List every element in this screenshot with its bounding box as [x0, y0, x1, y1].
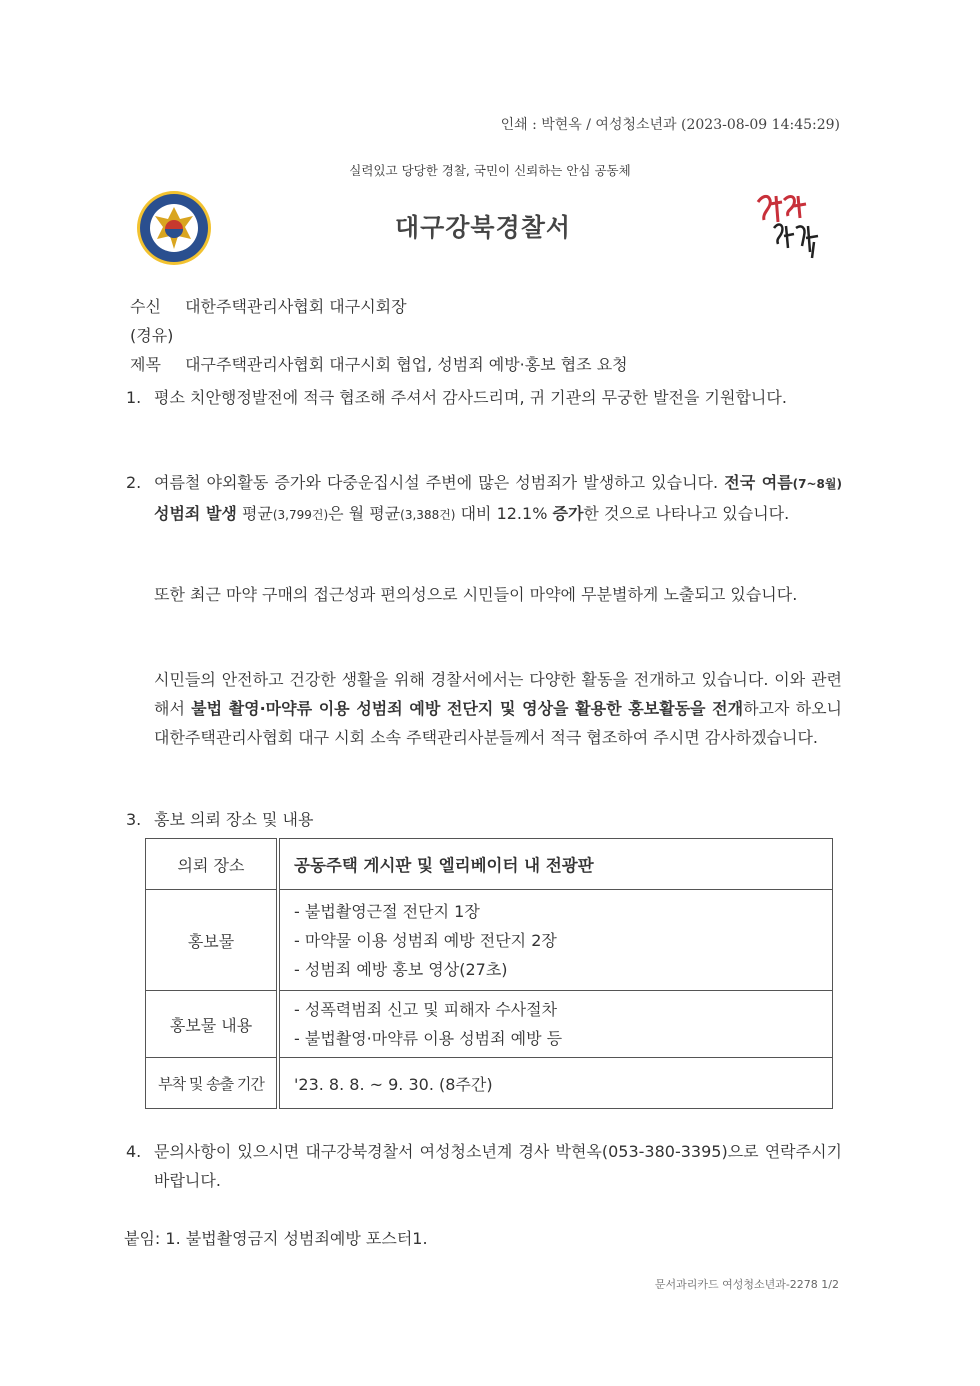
p2-emph-occurrence: 성범죄 발생 — [154, 504, 237, 523]
recipient-line — [130, 294, 407, 317]
agency-title: 대구강북경찰서 — [394, 213, 572, 242]
p2-monthly: 은 월 평균 — [328, 504, 401, 523]
table-value — [278, 890, 833, 991]
table-row — [146, 991, 833, 1058]
list-item: - 불법촬영·마약류 이용 성범죄 예방 등 — [294, 1029, 563, 1048]
recipient-label: 수신 — [130, 297, 161, 316]
paragraph-number: 1. — [126, 388, 142, 407]
table-value — [278, 991, 833, 1058]
document-footer: 문서과리카드 여성청소년과-2278 1/2 — [654, 1278, 839, 1291]
paragraph-text: 평소 치안행정발전에 적극 협조해 주셔서 감사드리며, 귀 기관의 무궁한 발전을 기원합니다. — [154, 388, 787, 407]
p2-third-c: 하고자 하오니 대한주택관리사협회 대구 시회 소속 주택관리사분들께서 적극 협조하여 주시면 감사하겠습니다. — [154, 699, 843, 747]
p2-rate: 대비 12.1% — [455, 504, 553, 523]
list-item: - 성폭력범죄 신고 및 피해자 수사절차 — [294, 1000, 558, 1019]
table-label: 의뢰 장소 — [146, 839, 279, 890]
subject-label: 제목 — [130, 355, 161, 374]
list-item: - 불법촬영근절 전단지 1장 — [294, 901, 480, 921]
list-item: - 성범죄 예방 홍보 영상(27초) — [294, 959, 508, 979]
print-info: 인쇄 : 박현옥 / 여성청소년과 (2023-08-09 14:45:29) — [500, 117, 840, 133]
paragraph-1 — [126, 383, 842, 412]
table-label: 부착 및 송출 기간 — [146, 1058, 279, 1109]
p2-emph-nationwide: 전국 여름 — [724, 473, 793, 492]
table-label: 홍보물 내용 — [146, 991, 279, 1058]
table-value: 공동주택 게시판 및 엘리베이터 내 전광판 — [278, 839, 833, 890]
p2-sentence-a: 여름철 야외활동 증가와 다중운집시설 주변에 많은 성범죄가 발생하고 있습니다. — [154, 473, 719, 492]
attachment-line: 붙임: 1. 불법촬영금지 성범죄예방 포스터1. — [124, 1229, 428, 1248]
calligraphy-signature-icon — [748, 182, 830, 264]
paragraph-2-third — [154, 665, 842, 752]
p2-emph-months: (7~8월) — [792, 477, 842, 491]
subject-value: 대구주택관리사협회 대구시회 협업, 성범죄 예방·홍보 협조 요청 — [185, 355, 628, 374]
table-value: '23. 8. 8. ~ 9. 30. (8주간) — [278, 1058, 833, 1109]
p2-third-a: 시민들의 안전하고 건강한 생활을 위해 경찰서에서는 다양한 활동을 전개하고 있습니다. 이와 관련해서 — [154, 670, 842, 718]
promotion-table — [145, 838, 833, 1109]
subject-line — [130, 352, 628, 375]
table-row — [146, 890, 833, 991]
paragraph-4 — [126, 1137, 842, 1195]
p2-emph-increase: 증가 — [552, 504, 584, 523]
paragraph-text: 문의사항이 있으시면 대구강북경찰서 여성청소년계 경사 박현옥(053-380-3395)으로 연락주시기 바랍니다. — [154, 1142, 842, 1190]
paragraph-2-extra: 또한 최근 마약 구매의 접근성과 편의성으로 시민들이 마약에 무분별하게 노출되고 있습니다. — [154, 585, 798, 604]
recipient-value: 대한주택관리사협회 대구시회장 — [185, 297, 407, 316]
p2-average: 평균 — [236, 504, 273, 523]
paragraph-text — [154, 468, 842, 530]
table-label: 홍보물 — [146, 890, 279, 991]
via-line: (경유) — [130, 326, 174, 345]
list-item: - 마약물 이용 성범죄 예방 전단지 2장 — [294, 930, 557, 950]
paragraph-2 — [126, 468, 842, 530]
table-row — [146, 839, 833, 890]
table-row — [146, 1058, 833, 1109]
paragraph-3 — [126, 805, 842, 834]
paragraph-text: 홍보 의뢰 장소 및 내용 — [154, 810, 314, 829]
paragraph-number: 3. — [126, 810, 142, 829]
paragraph-number: 4. — [126, 1142, 142, 1161]
p2-third-emphasis: 불법 촬영·마약류 이용 성범죄 예방 전단지 및 영상을 활용한 홍보활동을 전개 — [191, 699, 744, 718]
paragraph-number: 2. — [126, 473, 142, 492]
slogan: 실력있고 당당한 경찰, 국민이 신뢰하는 안심 공동체 — [349, 163, 631, 178]
p2-tail: 한 것으로 나타나고 있습니다. — [583, 504, 790, 523]
p2-summer-count: (3,799건) — [272, 508, 329, 522]
p2-monthly-count: (3,388건) — [400, 508, 456, 522]
